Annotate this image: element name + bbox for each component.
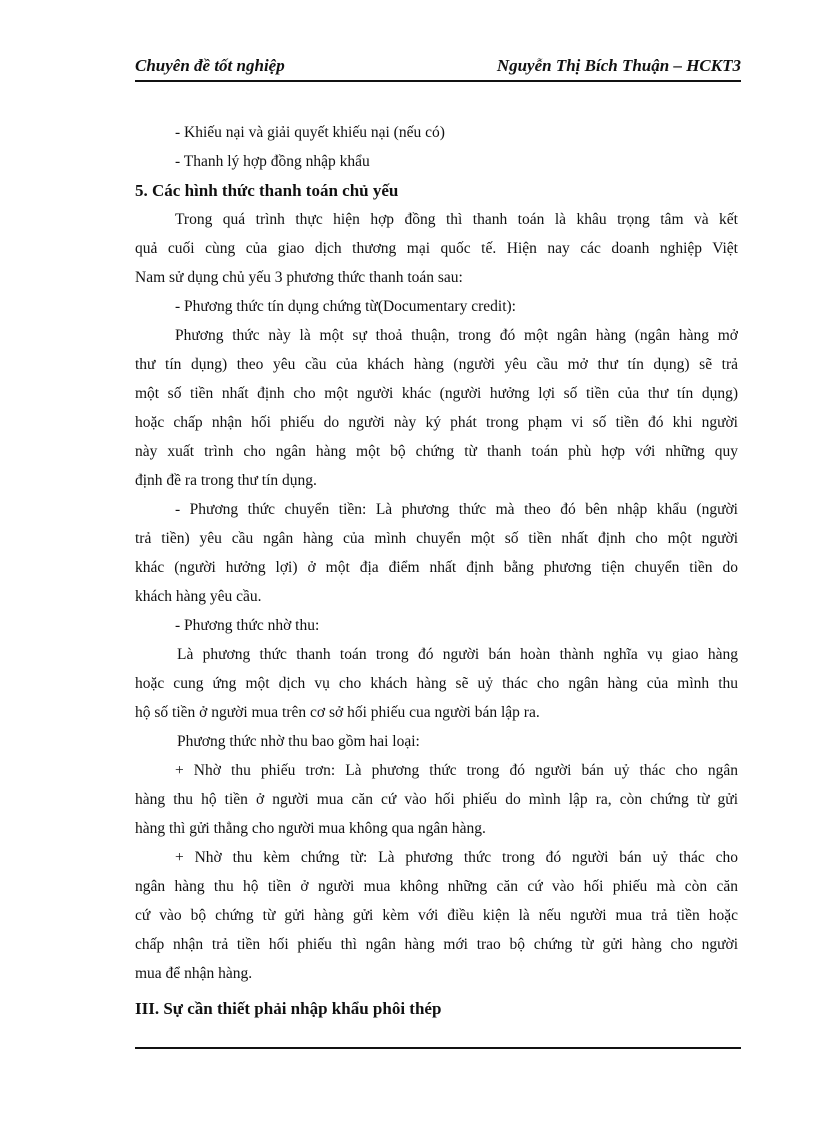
paragraph-line: khác (người hưởng lợi) ở một địa điểm nhất định bằng phương tiện chuyển tiền do <box>135 559 738 576</box>
paragraph-line: mua để nhận hàng. <box>135 965 253 982</box>
paragraph-line: Phương thức này là một sự thoả thuận, trong đó một ngân hàng (ngân hàng mở <box>175 327 738 344</box>
paragraph-line: thư tín dụng) theo yêu cầu của khách hàng (người yêu cầu mở thư tín dụng) sẽ trả <box>135 356 738 373</box>
paragraph-line: ngân hàng thu hộ tiền ở người mua không những căn cứ vào hối phiếu mà còn căn <box>135 878 738 895</box>
paragraph-line: Nam sử dụng chủ yếu 3 phương thức thanh toán sau: <box>135 269 463 286</box>
footer-rule <box>135 1047 741 1049</box>
bullet-line: - Khiếu nại và giải quyết khiếu nại (nếu có) <box>175 124 445 141</box>
bullet-line: - Phương thức tín dụng chứng từ(Documentary credit): <box>175 298 516 315</box>
bullet-line: + Nhờ thu kèm chứng từ: Là phương thức trong đó người bán uỷ thác cho <box>175 849 738 866</box>
paragraph-line: một số tiền nhất định cho một người khác (người hưởng lợi số tiền của thư tín dụng) <box>135 385 738 402</box>
paragraph-line: hộ số tiền ở người mua trên cơ sở hối phiếu cua người bán lập ra. <box>135 704 540 721</box>
paragraph-line: trả tiền) yêu cầu ngân hàng của mình chuyển một số tiền nhất định cho một người <box>135 530 738 547</box>
paragraph-line: định đề ra trong thư tín dụng. <box>135 472 317 489</box>
paragraph-line: hàng thu hộ tiền ở người mua căn cứ vào hối phiếu do mình lập ra, còn chứng từ gửi <box>135 791 738 808</box>
paragraph-line: này xuất trình cho ngân hàng một bộ chứng từ thanh toán phù hợp với những quy <box>135 443 738 460</box>
paragraph-line: khách hàng yêu cầu. <box>135 588 262 605</box>
paragraph-line: hoặc cung ứng một dịch vụ cho khách hàng sẽ uỷ thác cho ngân hàng của mình thu <box>135 675 738 692</box>
paragraph-line: hoặc chấp nhận hối phiếu do người này ký phát trong phạm vi số tiền đó khi người <box>135 414 738 431</box>
paragraph-line: chấp nhận trả tiền hối phiếu thì ngân hàng mới trao bộ chứng từ gửi hàng cho người <box>135 936 738 953</box>
paragraph-line: Là phương thức thanh toán trong đó người bán hoàn thành nghĩa vụ giao hàng <box>177 646 738 663</box>
bullet-line: - Phương thức nhờ thu: <box>175 617 320 634</box>
bullet-line: - Thanh lý hợp đồng nhập khẩu <box>175 153 370 170</box>
header-rule <box>135 80 741 82</box>
section-heading: III. Sự cần thiết phải nhập khẩu phôi thép <box>135 999 442 1018</box>
paragraph-line: cứ vào bộ chứng từ gửi hàng gửi kèm với điều kiện là nếu người mua trả tiền hoặc <box>135 907 738 924</box>
bullet-line: + Nhờ thu phiếu trơn: Là phương thức trong đó người bán uỷ thác cho ngân <box>175 762 738 779</box>
page-header <box>135 56 741 80</box>
header-right-author: Nguyễn Thị Bích Thuận – HCKT3 <box>496 56 741 75</box>
section-heading: 5. Các hình thức thanh toán chủ yếu <box>135 181 399 200</box>
paragraph-line: quả cuối cùng của giao dịch thương mại quốc tế. Hiện nay các doanh nghiệp Việt <box>135 240 738 257</box>
header-left-title: Chuyên đề tốt nghiệp <box>135 56 285 75</box>
paragraph-line: Phương thức nhờ thu bao gồm hai loại: <box>177 733 420 750</box>
bullet-line: - Phương thức chuyển tiền: Là phương thức mà theo đó bên nhập khẩu (người <box>175 501 738 518</box>
document-body <box>135 118 738 1023</box>
paragraph-line: Trong quá trình thực hiện hợp đồng thì thanh toán là khâu trọng tâm và kết <box>175 211 738 228</box>
paragraph-line: hàng thì gửi thẳng cho người mua không qua ngân hàng. <box>135 820 486 837</box>
